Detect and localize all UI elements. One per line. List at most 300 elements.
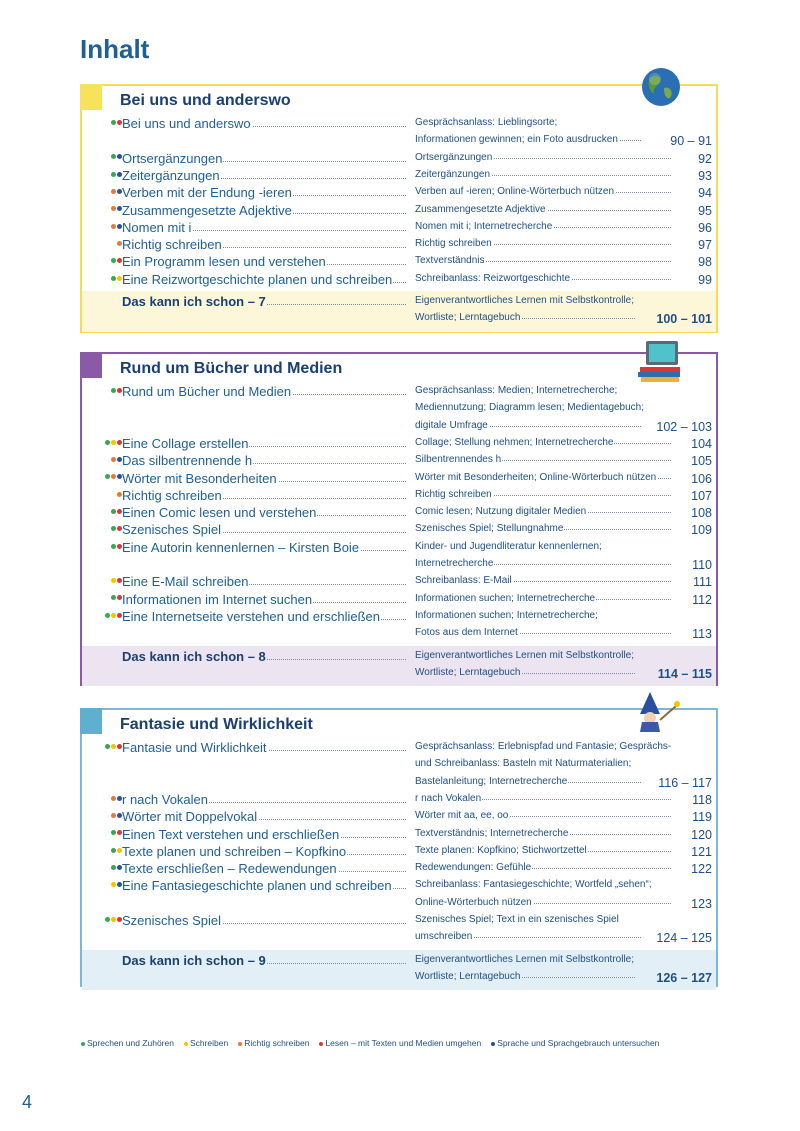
toc-row[interactable] (82, 203, 716, 220)
description-label: Wortliste; Lerntagebuch (415, 312, 521, 324)
green-dot (111, 258, 116, 263)
page-ref[interactable]: 118 (692, 792, 712, 807)
strand-dots (82, 221, 122, 232)
topic-label: Zeitergänzungen (122, 167, 220, 183)
topic-title[interactable] (122, 294, 408, 309)
topic-title[interactable] (122, 809, 408, 824)
description-label: Gesprächsanlass: Medien; Internetrecherche; (415, 385, 618, 396)
topic-label: Einen Comic lesen und verstehen (122, 505, 317, 521)
topic-title[interactable] (122, 436, 408, 451)
section-tab (80, 84, 102, 110)
topic-description (415, 862, 697, 873)
topic-label: Einen Text verstehen und erschließen (122, 826, 340, 842)
strand-dots (82, 541, 122, 552)
topic-title[interactable] (122, 953, 408, 968)
topic-description (415, 879, 697, 890)
toc-row[interactable] (82, 453, 716, 470)
description-label: Informationen suchen; Internetrecherche (415, 592, 596, 604)
description-label: Szenisches Spiel; Text in ein szenisches Spiel (415, 914, 619, 925)
strand-dots (82, 793, 122, 804)
toc-row[interactable] (82, 401, 716, 418)
strand-dots (82, 437, 122, 448)
description-label: Richtig schreiben (415, 488, 492, 500)
green-dot (111, 830, 116, 835)
topic-label: Ein Programm lesen und verstehen (122, 254, 326, 270)
toc-row[interactable] (82, 133, 716, 150)
page-ref[interactable]: 113 (692, 627, 712, 642)
legend-label: Sprache und Sprachgebrauch untersuchen (497, 1038, 660, 1048)
toc-row[interactable] (82, 557, 716, 574)
strand-dots (82, 506, 122, 517)
topic-description (415, 650, 697, 661)
toc-row[interactable] (82, 436, 716, 453)
page-ref[interactable]: 124 – 125 (656, 931, 712, 946)
topic-title[interactable] (122, 185, 408, 200)
topic-label: Informationen im Internet suchen (122, 591, 313, 607)
page-ref[interactable]: 107 (691, 488, 712, 503)
topic-title[interactable] (122, 505, 408, 520)
strand-dots (82, 914, 122, 925)
topic-description (415, 558, 697, 569)
topic-description (415, 954, 697, 965)
topic-label: Fantasie und Wirklichkeit (122, 740, 267, 755)
topic-label: Texte planen und schreiben – Kopfkino (122, 843, 347, 859)
page-ref[interactable]: 99 (698, 272, 712, 287)
toc-row[interactable] (82, 505, 716, 522)
topic-label: Nomen mit i (122, 219, 192, 235)
page-ref[interactable]: 90 – 91 (670, 134, 712, 149)
green-dot (111, 595, 116, 600)
description-label: Eigenverantwortliches Lernen mit Selbstkontrolle; (415, 649, 634, 661)
topic-title[interactable] (122, 574, 408, 589)
toc-row[interactable] (82, 592, 716, 609)
toc-row[interactable] (82, 254, 716, 271)
toc-row[interactable] (82, 522, 716, 539)
topic-label: Eine Collage erstellen (122, 435, 249, 451)
strand-dots (82, 152, 122, 163)
topic-description (415, 420, 697, 431)
description-label: Informationen suchen; Internetrecherche; (415, 609, 598, 621)
topic-label: Verben mit der Endung -ieren (122, 185, 292, 201)
strand-dots (82, 489, 122, 500)
topic-title[interactable] (122, 254, 408, 269)
strand-dots (82, 845, 122, 856)
description-label: Silbentrennendes h (415, 454, 502, 466)
orange-dot (111, 224, 116, 229)
page-ref[interactable]: 93 (698, 168, 712, 183)
topic-title[interactable] (122, 237, 408, 252)
topic-description (415, 489, 697, 500)
strand-dots (82, 186, 122, 197)
strand-dots (82, 741, 122, 752)
topic-description (415, 741, 697, 752)
topic-title[interactable] (122, 592, 408, 607)
section-title: Bei uns und anderswo (120, 92, 291, 109)
toc-row[interactable] (82, 792, 716, 809)
yellow-dot (184, 1042, 188, 1046)
topic-description (415, 575, 697, 586)
topic-description (415, 667, 697, 678)
topic-label: Das kann ich schon – 9 (122, 952, 266, 968)
page-ref[interactable]: 102 – 103 (656, 419, 712, 434)
topic-description (415, 810, 697, 821)
description-label: Ortsergänzungen (415, 151, 493, 163)
topic-label: Eine Autorin kennenlernen – Kirsten Boie (122, 539, 360, 555)
toc-row[interactable] (82, 185, 716, 202)
toc-row[interactable] (82, 237, 716, 254)
page-title: Inhalt (80, 34, 150, 64)
orange-dot (111, 189, 116, 194)
toc-row[interactable] (82, 775, 716, 792)
wizard-icon (636, 688, 686, 734)
legend-item (490, 1038, 659, 1048)
topic-description (415, 931, 697, 942)
topic-title[interactable] (122, 878, 408, 893)
toc-row[interactable] (82, 896, 716, 913)
page-number: 4 (22, 1092, 33, 1112)
description-label: Collage; Stellung nehmen; Internetrecherche (415, 436, 614, 448)
topic-description (415, 295, 697, 306)
toc-row[interactable] (82, 220, 716, 237)
topic-title[interactable] (122, 827, 408, 842)
toc-row[interactable] (82, 844, 716, 861)
description-label: und Schreibanlass: Basteln mit Naturmaterialien; (415, 758, 632, 770)
topic-title[interactable] (122, 522, 408, 537)
topic-description (415, 273, 697, 284)
description-label: Internetrecherche (415, 558, 494, 569)
page-ref[interactable]: 123 (691, 896, 712, 911)
description-label: Schreibanlass: Fantasiegeschichte; Wortfeld „sehen“; (415, 879, 652, 891)
toc-row[interactable] (82, 471, 716, 488)
topic-description (415, 454, 697, 465)
description-label: Richtig schreiben (415, 238, 492, 250)
page-ref[interactable]: 106 (691, 471, 712, 486)
page-ref[interactable]: 121 (691, 844, 712, 859)
description-label: Fotos aus dem Internet (415, 627, 518, 639)
topic-description (415, 152, 697, 163)
description-label: Nomen mit i; Internetrecherche (415, 220, 553, 232)
page-ref[interactable]: 111 (692, 575, 712, 590)
page-ref[interactable]: 92 (698, 151, 712, 166)
topic-description (415, 437, 697, 448)
orange-dot (111, 206, 116, 211)
yellow-dot (111, 882, 116, 887)
topic-description (415, 914, 697, 925)
topic-description (415, 897, 697, 908)
section-tab (80, 352, 102, 378)
toc-row[interactable] (82, 861, 716, 878)
summary-row[interactable] (82, 294, 716, 311)
summary-row[interactable] (82, 666, 716, 683)
page-ref[interactable]: 109 (691, 523, 712, 538)
description-label: Textverständnis (415, 255, 485, 267)
legend-label: Sprechen und Zuhören (87, 1038, 174, 1048)
toc-row[interactable] (82, 609, 716, 626)
description-label: Schreibanlass: Reizwortgeschichte (415, 272, 571, 284)
toc-row[interactable] (82, 488, 716, 505)
strand-dots (82, 273, 122, 284)
green-dot (111, 544, 116, 549)
description-label: Kinder- und Jugendliteratur kennenlernen; (415, 540, 602, 552)
green-dot (111, 865, 116, 870)
description-label: Bastelanleitung; Internetrecherche (415, 775, 568, 787)
page-ref[interactable]: 95 (698, 203, 712, 218)
toc-row[interactable] (82, 809, 716, 826)
page-ref[interactable]: 110 (692, 558, 712, 572)
topic-description (415, 845, 697, 856)
green-dot (105, 917, 110, 922)
topic-title[interactable] (122, 792, 408, 807)
summary-row[interactable] (82, 649, 716, 666)
section-header (82, 354, 716, 384)
description-label: Online-Wörterbuch nützen (415, 896, 532, 908)
legend-item (237, 1038, 309, 1048)
strand-dots (82, 810, 122, 821)
summary-row[interactable] (82, 970, 716, 987)
topic-label: Eine Fantasiegeschichte planen und schreiben (122, 878, 392, 894)
topic-description (415, 506, 697, 517)
description-label: Texte planen: Kopfkino; Stichwortzettel (415, 844, 587, 856)
description-label: r nach Vokalen (415, 792, 482, 804)
page-ref[interactable]: 122 (691, 862, 712, 877)
strand-dots (82, 472, 122, 483)
summary-row[interactable] (82, 311, 716, 328)
toc-row[interactable] (82, 272, 716, 289)
topic-title[interactable] (122, 220, 408, 235)
description-label: Comic lesen; Nutzung digitaler Medien (415, 506, 587, 518)
section-title: Rund um Bücher und Medien (120, 360, 343, 377)
description-label: Gesprächsanlass: Erlebnispfad und Fantasie; Gesprächs- (415, 741, 672, 752)
toc-row[interactable] (82, 626, 716, 643)
page-ref[interactable]: 100 – 101 (656, 312, 712, 327)
topic-title[interactable] (122, 540, 408, 555)
page-ref[interactable]: 108 (691, 506, 712, 521)
topic-label: Szenisches Spiel (122, 522, 221, 538)
green-dot (111, 509, 116, 514)
topic-title[interactable] (122, 384, 408, 399)
topic-label: Zusammengesetzte Adjektive (122, 202, 292, 218)
strand-dots (82, 593, 122, 604)
legend-item (183, 1038, 228, 1048)
description-label: Wörter mit Besonderheiten; Online-Wörterbuch nützen (415, 471, 657, 483)
green-dot (111, 848, 116, 853)
globe-icon (640, 66, 682, 108)
topic-label: Eine Reizwortgeschichte planen und schreiben (122, 271, 393, 287)
page-ref[interactable]: 114 – 115 (657, 666, 712, 681)
orange-dot (111, 474, 116, 479)
topic-description (415, 117, 697, 128)
toc-row[interactable] (82, 116, 716, 133)
topic-title[interactable] (122, 861, 408, 876)
topic-label: Texte erschließen – Redewendungen (122, 861, 337, 877)
strand-dots (82, 879, 122, 890)
green-dot (105, 613, 110, 618)
toc-row[interactable] (82, 878, 716, 895)
green-dot (105, 474, 110, 479)
section-header (82, 86, 716, 116)
topic-description (415, 312, 697, 323)
toc-row[interactable] (82, 540, 716, 557)
green-dot (81, 1042, 85, 1046)
legend-label: Lesen – mit Texten und Medien umgehen (325, 1038, 482, 1048)
topic-label: Bei uns und anderswo (122, 116, 251, 131)
legend-item (80, 1038, 174, 1048)
computer-books-icon (632, 337, 684, 387)
description-label: Redewendungen: Gefühle (415, 862, 532, 874)
strand-dots (82, 862, 122, 873)
page-ref[interactable]: 94 (698, 186, 712, 201)
page-ref[interactable]: 112 (692, 592, 712, 607)
page-ref[interactable]: 126 – 127 (656, 970, 712, 985)
topic-description (415, 776, 697, 787)
description-label: Zusammengesetzte Adjektive (415, 203, 546, 215)
page-ref[interactable]: 105 (691, 454, 712, 469)
topic-description (415, 627, 697, 638)
strand-dots (82, 204, 122, 215)
orange-dot (111, 796, 116, 801)
topic-title[interactable] (122, 168, 408, 183)
section-header (82, 710, 716, 740)
strand-dots (82, 610, 122, 621)
toc-row[interactable] (82, 574, 716, 591)
topic-label: Szenisches Spiel (122, 913, 221, 928)
topic-description (415, 793, 697, 804)
description-label: Wortliste; Lerntagebuch (415, 970, 521, 982)
topic-description (415, 541, 697, 552)
legend-item (318, 1038, 481, 1048)
topic-description (415, 828, 697, 839)
page-ref[interactable]: 120 (691, 827, 712, 842)
topic-description (415, 472, 697, 483)
topic-label: Wörter mit Besonderheiten (122, 470, 277, 486)
toc-row[interactable] (82, 419, 716, 436)
summary-row[interactable] (82, 953, 716, 970)
page-ref[interactable]: 104 (691, 436, 712, 451)
green-dot (105, 744, 110, 749)
page-ref[interactable]: 97 (698, 238, 712, 253)
toc-row[interactable] (82, 168, 716, 185)
green-dot (111, 120, 116, 125)
topic-title[interactable] (122, 740, 408, 755)
topic-description (415, 169, 697, 180)
page-ref[interactable]: 98 (698, 255, 712, 270)
blue-dot (491, 1042, 495, 1046)
topic-description (415, 402, 697, 413)
description-label: umschreiben (415, 931, 473, 943)
topic-label: Richtig schreiben (122, 487, 222, 503)
topic-title[interactable] (122, 453, 408, 468)
description-label: Zeitergänzungen (415, 168, 491, 180)
strand-dots (82, 169, 122, 180)
strand-dots (82, 255, 122, 266)
section-box-buecher-medien (80, 352, 718, 686)
yellow-dot (111, 917, 116, 922)
green-dot (105, 440, 110, 445)
strand-dots (82, 523, 122, 534)
orange-dot (238, 1042, 242, 1046)
topic-label: Wörter mit Doppelvokal (122, 809, 258, 825)
topic-description (415, 758, 697, 769)
topic-description (415, 255, 697, 266)
section-title: Fantasie und Wirklichkeit (120, 716, 313, 733)
page-ref[interactable]: 119 (692, 810, 712, 825)
topic-label: Richtig schreiben (122, 237, 222, 253)
strand-dots (82, 575, 122, 586)
toc-row[interactable] (82, 757, 716, 774)
red-dot (319, 1042, 323, 1046)
topic-title[interactable] (122, 471, 408, 486)
strand-dots (82, 828, 122, 839)
topic-title[interactable] (122, 844, 408, 859)
orange-dot (111, 813, 116, 818)
topic-title[interactable] (122, 116, 408, 131)
green-dot (111, 276, 116, 281)
topic-title[interactable] (122, 272, 408, 287)
topic-label: Das kann ich schon – 8 (122, 648, 266, 664)
topic-description (415, 204, 697, 215)
toc-row[interactable] (82, 384, 716, 401)
description-label: Eigenverantwortliches Lernen mit Selbstkontrolle; (415, 295, 634, 306)
topic-label: Eine Internetseite verstehen und erschließen (122, 608, 380, 624)
toc-row[interactable] (82, 913, 716, 930)
topic-description (415, 186, 697, 197)
green-dot (111, 154, 116, 159)
toc-row[interactable] (82, 827, 716, 844)
section-box-fantasie (80, 708, 718, 987)
topic-description (415, 610, 697, 621)
topic-title[interactable] (122, 488, 408, 503)
toc-row[interactable] (82, 930, 716, 947)
topic-title[interactable] (122, 913, 408, 928)
green-dot (111, 388, 116, 393)
toc-row[interactable] (82, 740, 716, 757)
page-ref[interactable]: 116 – 117 (658, 775, 712, 790)
yellow-dot (111, 744, 116, 749)
topic-label: Das silbentrennende h (122, 453, 253, 469)
topic-label: Ortsergänzungen (122, 150, 223, 166)
yellow-dot (111, 613, 116, 618)
topic-label: Eine E-Mail schreiben (122, 574, 249, 590)
topic-description (415, 971, 697, 982)
green-dot (111, 172, 116, 177)
topic-label: Rund um Bücher und Medien (122, 384, 292, 399)
topic-description (415, 593, 697, 604)
description-label: Schreibanlass: E-Mail (415, 575, 512, 587)
topic-description (415, 221, 697, 232)
description-label: Mediennutzung; Diagramm lesen; Medientagebuch; (415, 402, 645, 414)
strand-dots (82, 238, 122, 249)
strand-dots (82, 385, 122, 396)
topic-title[interactable] (122, 151, 408, 166)
green-dot (111, 526, 116, 531)
description-label: Wörter mit aa, ee, oo (415, 810, 509, 822)
topic-title[interactable] (122, 203, 408, 218)
description-label: Verben auf -ieren; Online-Wörterbuch nützen (415, 186, 614, 198)
topic-title[interactable] (122, 649, 408, 664)
section-box-bei-uns (80, 84, 718, 333)
strand-dots (82, 117, 122, 128)
yellow-dot (111, 578, 116, 583)
description-label: Szenisches Spiel; Stellungnahme (415, 523, 564, 535)
legend-label: Schreiben (189, 1038, 229, 1048)
topic-label: r nach Vokalen (122, 791, 209, 807)
description-label: Gesprächsanlass: Lieblingsorte; (415, 117, 558, 128)
page-ref[interactable]: 96 (698, 220, 712, 235)
legend (80, 1038, 668, 1048)
topic-title[interactable] (122, 609, 408, 624)
topic-description (415, 523, 697, 534)
toc-row[interactable] (82, 151, 716, 168)
